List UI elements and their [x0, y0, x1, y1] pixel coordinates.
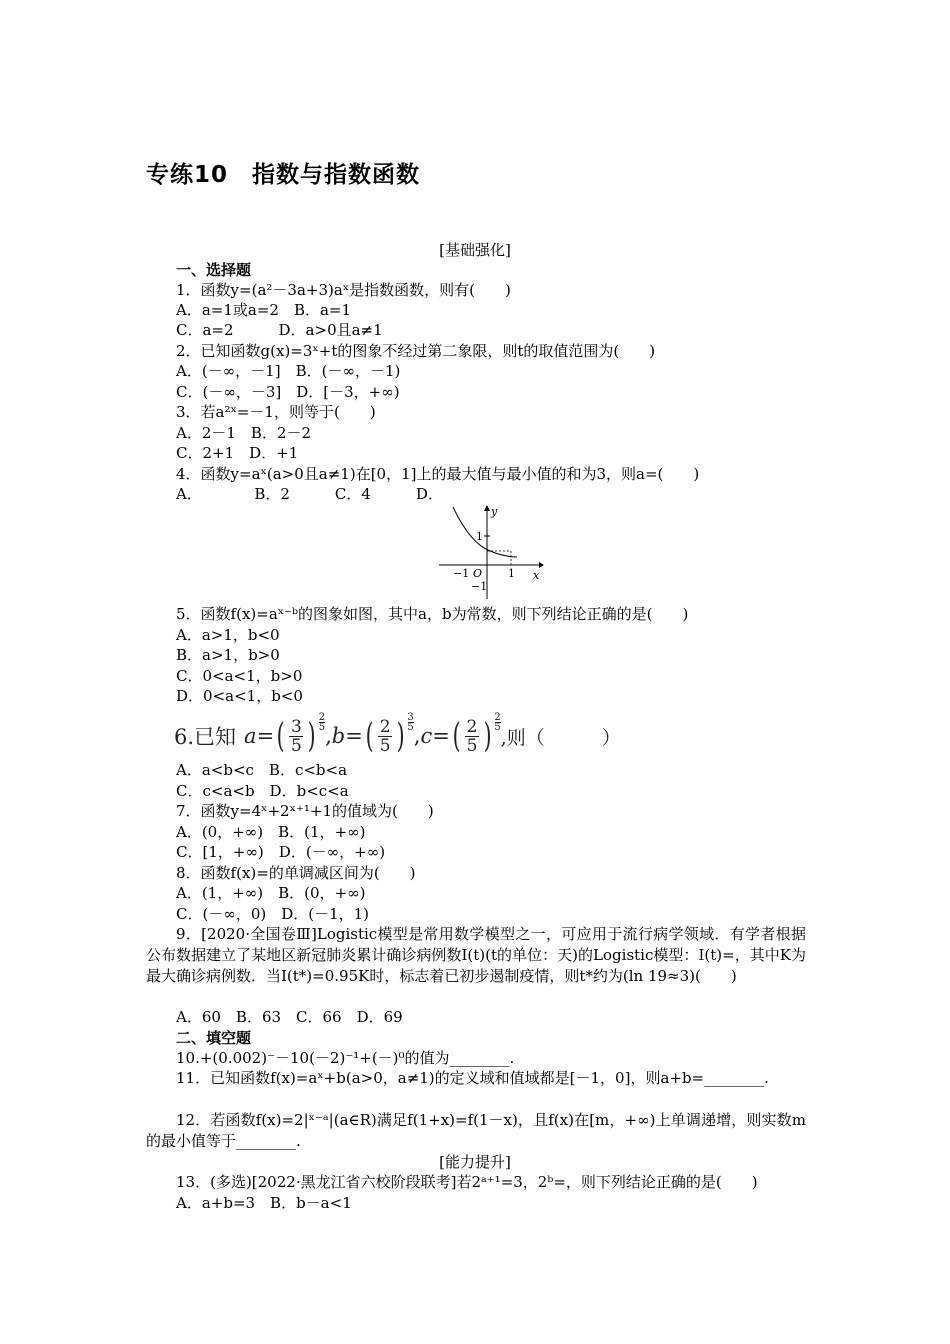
q6-var-b: b [331, 724, 346, 748]
q8-options-ab: A．(1，+∞) B．(0，+∞) [176, 884, 366, 902]
q9-options: A．60 B．63 C．66 D．69 [176, 1008, 403, 1026]
q6-frac-b: $\frac{2}{5}$ [379, 716, 391, 756]
q13-options: A．a+b=3 B．b－a<1 [176, 1194, 352, 1212]
question-10: 10.+(0.002)⁻－10(－2)⁻¹+(－)⁰的值为________. [176, 1049, 515, 1067]
q6-suffix: ,则（ ） [500, 726, 621, 749]
section-basic: [基础强化] [439, 241, 511, 259]
q2-options-ab: A．(－∞，－1] B．(－∞，－1) [176, 362, 401, 380]
q6-frac-c: $\frac{2}{5}$ [466, 716, 478, 756]
q6-options-cd: C．c<a<b D．b<c<a [176, 782, 349, 800]
graph-tick-1x: 1 [508, 567, 515, 580]
question-3: 3．若a²ˣ=－1，则等于( ) [176, 403, 376, 421]
graph-y-label: y [491, 505, 498, 518]
question-5: 5．函数f(x)=aˣ⁻ᵇ的图象如图，其中a，b为常数，则下列结论正确的是( ) [176, 605, 689, 623]
part-choice: 一、选择题 [176, 261, 252, 279]
q3-options-ab: A．2－1 B．2－2 [176, 424, 312, 442]
q1-options-cd: C．a=2 D．a>0且a≠1 [176, 321, 383, 339]
function-graph [435, 505, 545, 600]
question-6: 6.已知 a = ( $\frac{3}{5}$ ) 2 5 , b = ( $\frac{2}{5}$ ) 3 5 , c = ( $\frac{2}{5}$ ) 2 5 ,则（ ） [174, 711, 621, 756]
question-9: 9．[2020·全国卷Ⅲ]Logistic模型是常用数学模型之一，可应用于流行病学领域．有学者根据公布数据建立了某地区新冠肺炎累计确诊病例数I(t)(t的单位：天)的Logistic模型：I(t)=，其中K为最大确诊病例数．当I(t*)=0.95K时，标志着已初步遏制疫情，则t*约为(ln 19≈3)( ) [146, 925, 806, 985]
q6-exp-c: 2 5 [494, 711, 501, 733]
q1-options-ab: A．a=1或a=2 B．a=1 [176, 301, 352, 319]
graph-origin: O [473, 567, 483, 580]
q6-var-c: c [420, 724, 433, 748]
q5-option-b: B．a>1，b>0 [176, 646, 280, 664]
question-12: 12．若函数f(x)=2|ˣ⁻ᵃ|(a∈R)满足f(1+x)=f(1－x)，且f(x)在[m，+∞)上单调递增，则实数m的最小值等于________. [146, 1111, 806, 1150]
section-advanced: [能力提升] [439, 1153, 511, 1171]
q5-option-d: D．0<a<1，b<0 [176, 687, 303, 705]
q5-option-c: C．0<a<1，b>0 [176, 667, 303, 685]
q5-option-a: A．a>1，b<0 [176, 626, 280, 644]
question-2: 2．已知函数g(x)=3ˣ+t的图象不经过第二象限，则t的取值范围为( ) [176, 342, 656, 360]
graph-tick-neg1x: −1 [453, 567, 470, 580]
question-11: 11．已知函数f(x)=aˣ+b(a>0，a≠1)的定义域和值域都是[－1，0]，则a+b=________. [176, 1069, 769, 1087]
page-title: 专练10 指数与指数函数 [146, 162, 421, 188]
q7-options-cd: C．[1，+∞) D．(－∞，+∞) [176, 843, 386, 861]
q6-prefix: 6.已知 [174, 725, 237, 749]
q6-options-ab: A．a<b<c B．c<b<a [176, 761, 348, 779]
q6-frac-a: $\frac{3}{5}$ [291, 716, 302, 756]
question-13: 13．(多选)[2022·黑龙江省六校阶段联考]若2ᵃ⁺¹=3，2ᵇ=，则下列结论正确的是( ) [176, 1173, 758, 1191]
q6-exp-b: 3 5 [407, 711, 414, 733]
graph-tick-1y: 1 [476, 530, 483, 543]
q6-exp-a: 2 5 [318, 711, 326, 733]
q6-var-a: a [244, 724, 257, 748]
part-fill: 二、填空题 [176, 1029, 252, 1047]
question-8: 8．函数f(x)=的单调减区间为( ) [176, 864, 416, 882]
question-7: 7．函数y=4ˣ+2ˣ⁺¹+1的值域为( ) [176, 802, 434, 820]
q2-options-cd: C．(－∞，－3] D．[－3，+∞) [176, 383, 400, 401]
graph-tick-neg1y: −1 [471, 580, 488, 593]
q8-options-cd: C．(－∞，0) D．(－1，1) [176, 905, 370, 923]
question-1: 1．函数y=(a²－3a+3)aˣ是指数函数，则有( ) [176, 281, 511, 299]
q4-options: A． B．2 C．4 D． [176, 485, 443, 503]
q7-options-ab: A．(0，+∞) B．(1，+∞) [176, 823, 366, 841]
question-4: 4．函数y=aˣ(a>0且a≠1)在[0，1]上的最大值与最小值的和为3，则a=( ) [176, 465, 700, 483]
q3-options-cd: C．2+1 D．+1 [176, 444, 299, 462]
graph-x-label: x [533, 569, 540, 582]
